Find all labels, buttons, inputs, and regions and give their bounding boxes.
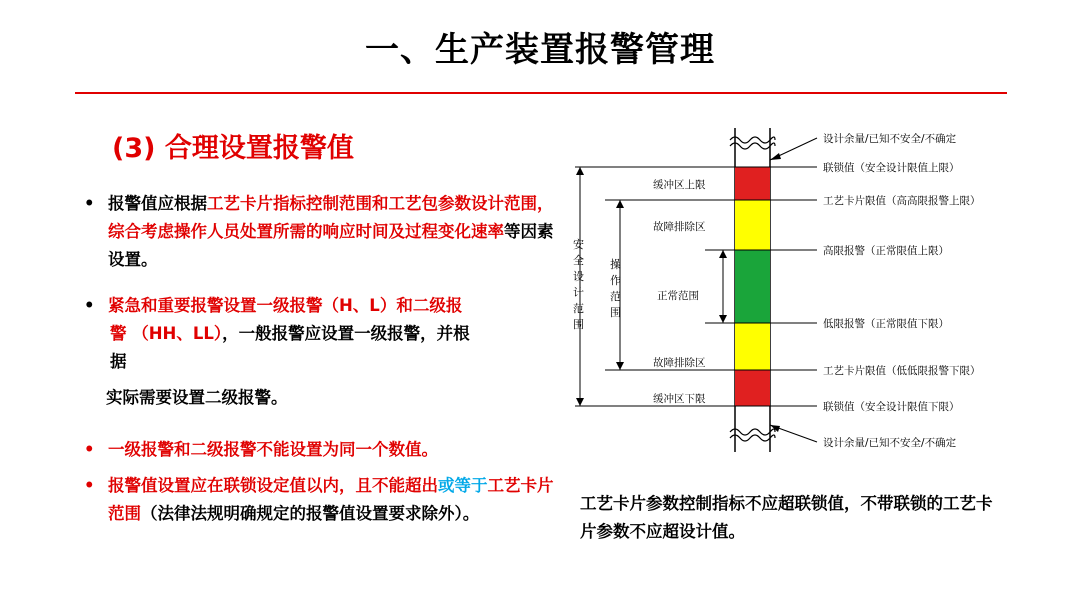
break-mark-top [730,137,775,143]
bullet-4-range: 工艺卡片范围 [108,476,554,523]
bullet-dot: • [84,194,95,213]
page-title: 一、生产装置报警管理 [365,30,715,70]
footnote: 工艺卡片参数控制指标不应超联锁值，不带联锁的工艺卡片参数不应超设计值。 [580,494,993,541]
label-card-upper: 工艺卡片限值（高高限报警上限） [823,195,981,207]
arrowhead [719,315,727,323]
alarm-range-diagram [565,120,1005,464]
bullet-2-line-1: 紧急和重要报警设置一级报警（H、L）和二级报 [108,296,463,315]
bullet-1-tail: 等因素设置。 [108,222,554,269]
title-divider [75,92,1007,94]
zone-buffer-upper: 缓冲区上限 [653,179,706,191]
bullet-list [82,190,557,528]
bullet-2-line-2 [108,320,557,348]
bullet-4-text: 报警值设置应在联锁设定值以内，且不能超出 [108,476,438,495]
band-buffer-lower [735,370,770,406]
bullet-4-exception: （法律法规明确规定的报警值设置要求除外）。 [141,504,480,523]
label-interlock-lower: 联锁值（安全设计限值下限） [823,401,960,413]
bullet-1-text: 报警值应根据 [108,194,207,213]
arrowhead-top [770,153,781,160]
bullet-dot: • [84,296,95,315]
bullet-3-text: 一级报警和二级报警不能设置为同一个数值。 [108,440,438,459]
bullet-2-line-3: 据 [110,352,127,371]
arrowhead [719,250,727,258]
label-margin-bottom: 设计余量/已知不安全/不确定 [823,437,957,449]
operation-range-label: 操作范围 [610,258,621,319]
band-normal [735,250,770,323]
break-mark-bottom [730,429,775,435]
label-interlock-upper: 联锁值（安全设计限值上限） [823,162,960,174]
zone-fault-upper: 故障排除区 [653,221,706,233]
bullet-2-levels: 警 （HH、LL） [110,324,223,343]
bullet-item-4 [82,472,557,528]
section-subtitle: (3) 合理设置报警值 [112,133,354,164]
arrowhead [616,362,624,370]
label-margin-top: 设计余量/已知不安全/不确定 [823,133,957,145]
zone-fault-lower: 故障排除区 [653,357,706,369]
bullet-item-2 [82,292,557,376]
alarm-range-svg [565,120,1005,460]
bullet-dot: • [84,440,95,459]
bullet-2-continuation: 实际需要设置二级报警。 [106,388,288,407]
bullet-4-emphasis: 或等于 [438,476,488,495]
band-fault-lower [735,323,770,370]
zone-buffer-lower: 缓冲区下限 [653,393,706,405]
bullet-1-highlight: 工艺卡片指标控制范围和工艺包参数设计范围，综合考虑操作人员处置所需的响应时间及过程变化速率 [108,194,554,241]
arrowhead [576,398,584,406]
label-alarm-high: 高限报警（正常限值上限） [823,245,949,257]
bullet-dot: • [84,476,95,495]
arrowhead [576,167,584,175]
zone-normal: 正常范围 [657,290,699,302]
label-card-lower: 工艺卡片限值（低低限报警下限） [823,365,981,377]
bullet-item-1 [82,190,557,274]
break-mark-bottom-2 [730,435,775,441]
band-buffer-upper [735,167,770,200]
band-fault-upper [735,200,770,250]
break-mark-top-2 [730,143,775,149]
safety-range-label: 安全设计范围 [573,238,584,331]
arrowhead [616,200,624,208]
label-alarm-low: 低限报警（正常限值下限） [823,318,949,330]
bullet-item-3 [82,436,557,464]
bullet-2-text: ，一般报警应设置一级报警，并根 [222,324,470,343]
